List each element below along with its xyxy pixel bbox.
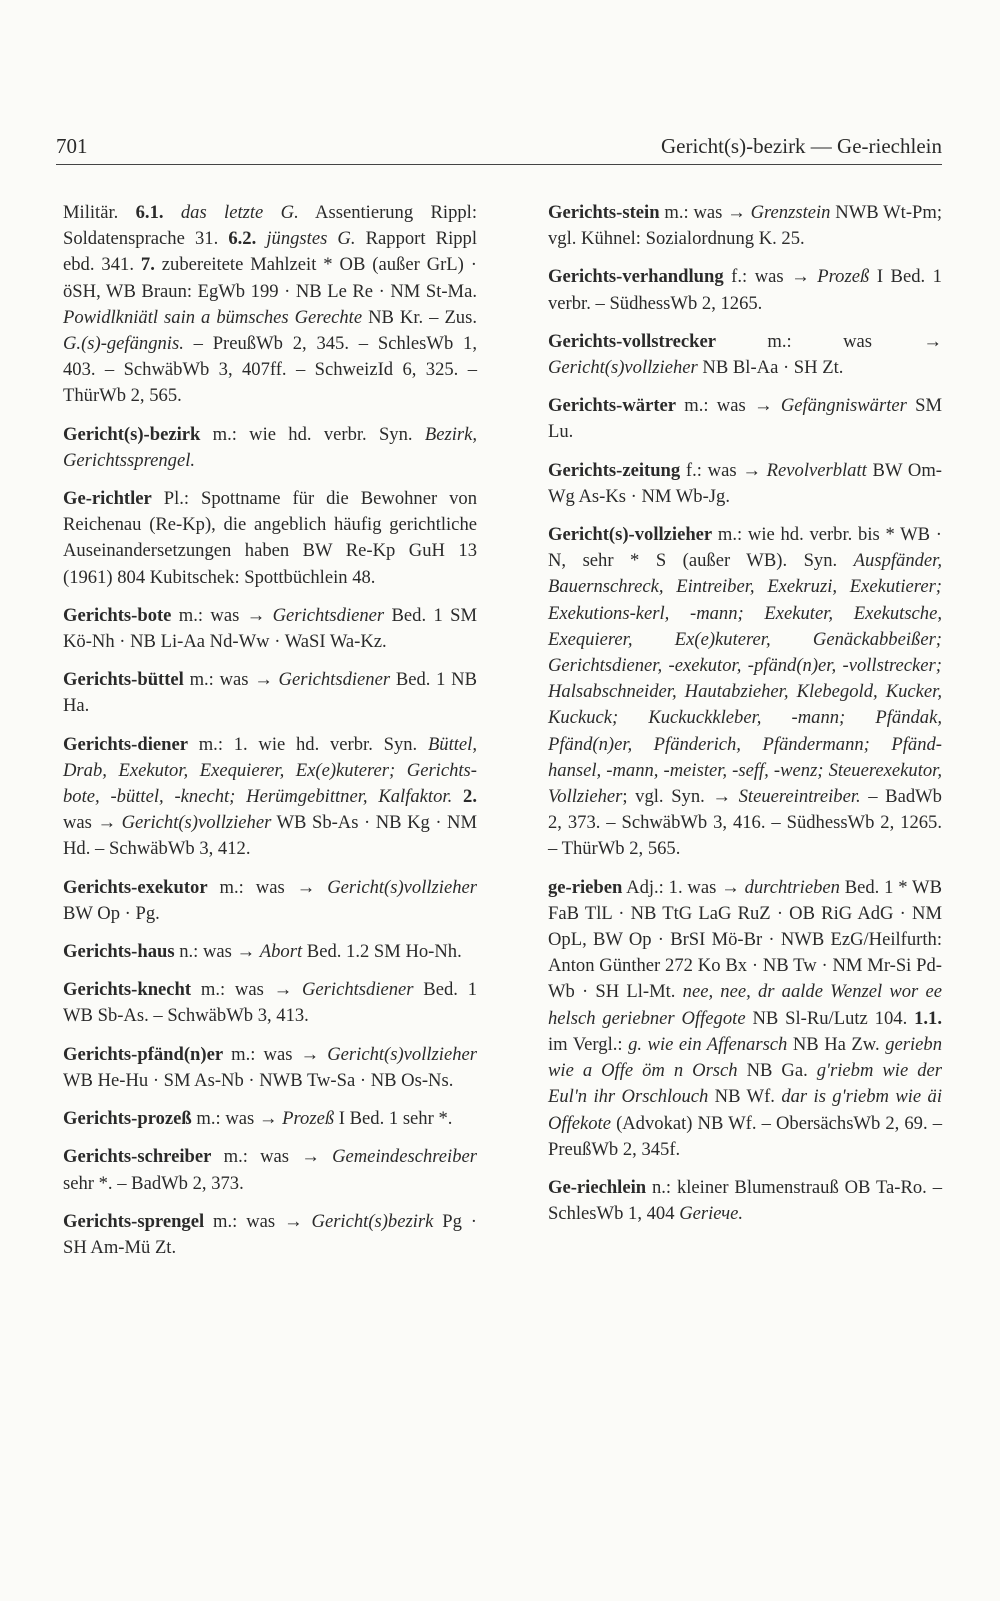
dictionary-entry	[548, 1175, 942, 1227]
entry-body: m.: was → Gericht(s)vollzieher NB Bl-Aa · SH Zt.	[548, 330, 942, 379]
dictionary-entry	[63, 667, 477, 719]
entry-headword: Gerichts-prozeß	[63, 1108, 192, 1130]
entry-body: n.: kleiner Blumenstrauß OB Ta-Ro. – SchlesWb 1, 404 Geriече.	[548, 1176, 942, 1225]
entry-headword: Gerichts-büttel	[63, 669, 184, 691]
entry-headword: Gerichts-pfänd(n)er	[63, 1043, 224, 1065]
entry-body: m.: was → Grenzstein NWB Wt-Pm; vgl. Kühnel: Sozialordnung K. 25.	[548, 202, 943, 250]
entry-body: m.: wie hd. verbr. Syn. Bezirk, Gerichtssprengel.	[63, 423, 477, 471]
entry-headword: Gerichts-sprengel	[63, 1210, 205, 1232]
entry-headword: Ge-richtler	[63, 488, 152, 510]
running-head: Gericht(s)-bezirk — Ge-riechlein	[660, 134, 942, 158]
entry-headword: Gerichts-knecht	[63, 979, 192, 1001]
entry-body: m.: wie hd. verbr. bis * WB · N, sehr * S (außer WB). Syn. Auspfänder, Bauernschreck, Eintreiber, Exekruzi, Exekutierer; Exekutions-kerl, -mann; Exekuter, Exekutsche, Exequierer, Ex(e)kuterer, Genäckabbeißer; Gerichtsdiener, -exekutor, -pfänd(n)er, -vollstrecker; Halsabschneider, Hautabzieher, Klebegold, Kucker, Kuckuck; Kuckuckkleber, -mann; Pfändak, Pfänd(n)er, Pfänderich, Pfändermann; Pfänd-hansel, -mann, -meister, -seff, -wenz; Steuerexekutor, Vollzieher; vgl. Syn. → Steuereintreiber. – BadWb 2, 373. – SchwäbWb 3, 416. – SüdhessWb 2, 1265. – ThürWb 2, 565.	[548, 524, 942, 860]
dictionary-entry	[63, 486, 477, 591]
dictionary-entry	[63, 977, 477, 1029]
dictionary-entry	[548, 329, 942, 381]
entry-body: n.: was → Abort Bed. 1.2 SM Ho-Nh.	[174, 941, 462, 963]
dictionary-entry	[548, 393, 942, 445]
entry-body: m.: was → Gerichtsdiener Bed. 1 SM Kö-Nh · NB Li-Aa Nd-Ww · WaSI Wa-Kz.	[63, 604, 477, 653]
dictionary-entry	[63, 1144, 477, 1196]
entry-headword: Gerichts-vollstrecker	[548, 330, 716, 352]
entry-body: m.: was → Gericht(s)bezirk Pg · SH Am-Mü Zt.	[63, 1210, 477, 1258]
entry-headword: Gericht(s)-vollzieher	[548, 524, 713, 546]
right-column	[548, 200, 942, 1239]
entry-headword: Ge-riechlein	[548, 1176, 647, 1198]
dictionary-entry	[63, 1209, 477, 1261]
page-number: 701	[56, 134, 88, 158]
entry-headword: Gerichts-stein	[548, 202, 660, 223]
entry-headword: Gerichts-exekutor	[63, 876, 208, 898]
dictionary-entry	[63, 732, 477, 863]
entry-body: f.: was → Revolverblatt BW Om-Wg As-Ks · NM Wb-Jg.	[548, 459, 942, 507]
dictionary-entry	[548, 264, 942, 316]
entry-body: m.: was → Prozeß I Bed. 1 sehr *.	[191, 1108, 453, 1130]
entry-body: m.: 1. wie hd. verbr. Syn. Büttel, Drab, Exekutor, Exequierer, Ex(e)kuterer; Gerichts-bote, -büttel, -knecht; Herümgebittner, Kalfaktor. 2. was → Gericht(s)vollzieher WB Sb-As · NB Kg · NM Hd. – SchwäbWb 3, 412.	[63, 733, 477, 860]
dictionary-entry	[63, 939, 477, 965]
entry-body: m.: was → Gerichtsdiener Bed. 1 NB Ha.	[63, 669, 477, 717]
dictionary-entry	[63, 422, 477, 474]
entry-headword: Gerichts-schreiber	[63, 1146, 212, 1168]
dictionary-entry	[63, 1106, 477, 1132]
left-column	[63, 200, 477, 1273]
entry-headword: Gerichts-verhandlung	[548, 266, 724, 288]
dictionary-entry	[63, 1042, 477, 1094]
entry-body: m.: was → Gericht(s)vollzieher BW Op · Pg.	[63, 876, 477, 924]
entry-headword: Gerichts-zeitung	[548, 459, 681, 481]
entry-body: m.: was → Gefängniswärter SM Lu.	[548, 395, 942, 443]
entry-headword: Gerichts-diener	[63, 733, 188, 755]
dictionary-entry	[63, 200, 477, 410]
dictionary-entry	[548, 875, 942, 1163]
entry-headword: Gerichts-wärter	[548, 395, 677, 417]
dictionary-entry	[548, 458, 942, 510]
entry-headword: ge-rieben	[548, 876, 623, 898]
entry-body: Pl.: Spottname für die Bewohner von Reichenau (Re-Kp), die angeblich häufig gerichtliche Auseinandersetzungen haben BW Re-Kp GuH 13 (1961) 804 Kubitschek: Spottbüchlein 48.	[63, 488, 477, 588]
entry-headword: Gerichts-bote	[63, 604, 172, 626]
entry-body: m.: was → Gerichtsdiener Bed. 1 WB Sb-As. – SchwäbWb 3, 413.	[63, 979, 477, 1027]
dictionary-entry	[63, 603, 477, 655]
dictionary-entry	[63, 875, 477, 927]
entry-headword: Gerichts-haus	[63, 941, 175, 963]
entry-body: f.: was → Prozeß I Bed. 1 verbr. – SüdhessWb 2, 1265.	[548, 266, 942, 314]
page-header	[56, 134, 942, 165]
entry-headword: Gericht(s)-bezirk	[63, 423, 201, 445]
dictionary-entry	[548, 522, 942, 863]
entry-body: m.: was → Gemeindeschreiber sehr *. – BadWb 2, 373.	[63, 1146, 477, 1194]
entry-body: Militär. 6.1. das letzte G. Assentierung Rippl: Soldatensprache 31. 6.2. jüngstes G. Rapport Rippl ebd. 341. 7. zubereitete Mahlzeit * OB (außer GrL) · öSH, WB Braun: EgWb 199 · NB Le Re · NM St-Ma. Powidlkniätl sain a bümsches Gerechte NB Kr. – Zus. G.(s)-gefängnis. – PreußWb 2, 345. – SchlesWb 1, 403. – SchwäbWb 3, 407ff. – SchweizId 6, 325. – ThürWb 2, 565.	[63, 202, 477, 407]
dictionary-entry	[548, 200, 942, 252]
entry-body: Adj.: 1. was → durchtrieben Bed. 1 * WB FaB TlL · NB TtG LaG RuZ · OB RiG AdG · NM OpL, BW Op · BrSI Mö-Br · NWB EzG/Heilfurth: Anton Günther 272 Ko Bx · NB Tw · NM Mr-Si Pd-Wb · SH Ll-Mt. nee, nee, dr aalde Wenzel wor ee helsch geriebner Offegote NB Sl-Ru/Lutz 104. 1.1. im Vergl.: g. wie ein Affenarsch NB Ha Zw. geriebn wie a Offe öm n Orsch NB Ga. g'riebm wie der Eul'n ihr Orschlouch NB Wf. dar is g'riebm wie äi Offekote (Advokat) NB Wf. – ObersächsWb 2, 69. – PreußWb 2, 345f.	[548, 876, 943, 1160]
entry-body: m.: was → Gericht(s)vollzieher WB He-Hu · SM As-Nb · NWB Tw-Sa · NB Os-Ns.	[63, 1043, 477, 1091]
